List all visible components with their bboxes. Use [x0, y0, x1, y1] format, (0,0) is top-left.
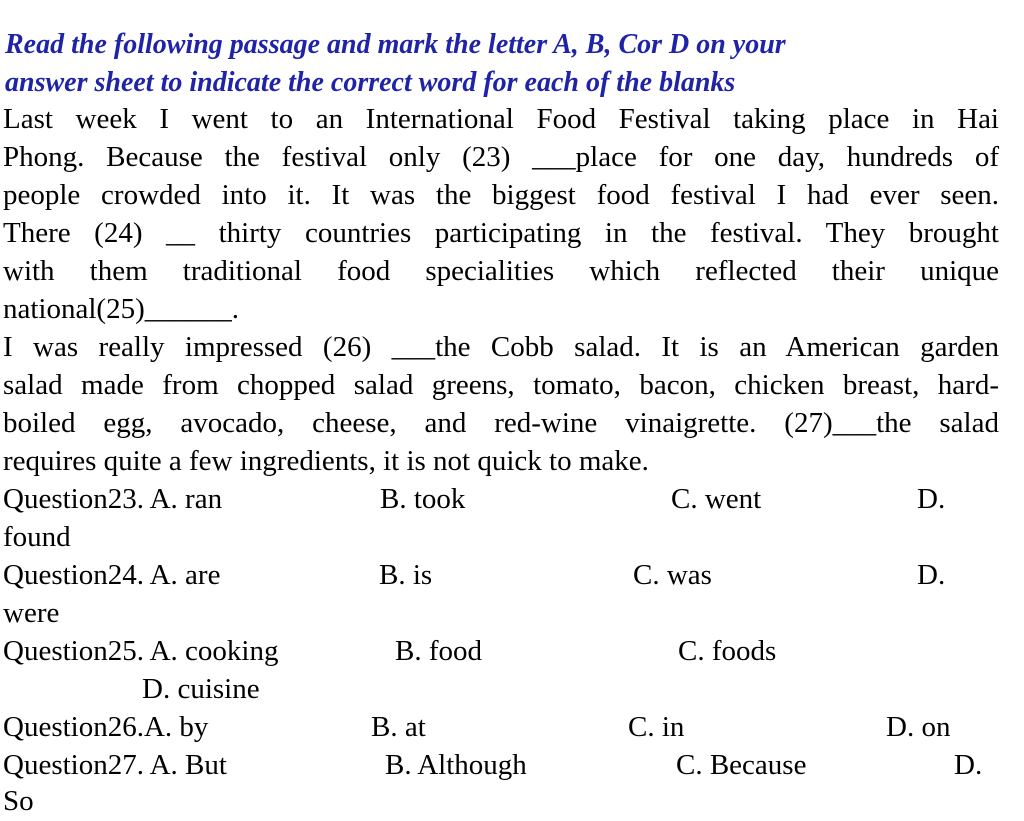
passage-line: requires quite a few ingredients, it is not quick to make. — [3, 445, 649, 477]
instructions-line-2: answer sheet to indicate the correct word for each of the blanks — [5, 67, 736, 98]
q25-option-c: C. foods — [678, 635, 777, 667]
question-26 — [3, 708, 1003, 746]
question-25-wrap — [3, 670, 1003, 708]
q24-option-a: Question24. A. are — [3, 559, 221, 591]
q24-option-c: C. was — [633, 559, 712, 591]
passage-line: with them traditional food specialities which reflected their unique — [3, 255, 999, 287]
question-23 — [3, 480, 1003, 518]
q23-option-a: Question23. A. ran — [3, 483, 223, 515]
q23-option-c: C. went — [671, 483, 762, 515]
q24-option-d-text: were — [3, 597, 60, 629]
passage-line: Last week I went to an International Food Festival taking place in Hai — [3, 103, 999, 135]
q25-option-d: D. cuisine — [142, 673, 260, 705]
passage-line: people crowded into it. It was the biggest food festival I had ever seen. — [3, 179, 999, 211]
passage-line: There (24) __ thirty countries participating in the festival. They brought — [3, 217, 999, 249]
passage-paragraph-2 — [3, 328, 999, 480]
q27-option-b: B. Although — [385, 749, 527, 781]
q26-option-a: Question26.A. by — [3, 711, 209, 743]
q24-option-d: D. — [917, 559, 946, 591]
question-24-wrap — [3, 594, 1003, 632]
q23-option-d: D. — [917, 483, 946, 515]
q26-option-c: C. in — [628, 711, 685, 743]
question-25 — [3, 632, 1003, 670]
passage-line: national(25)______. — [3, 293, 239, 325]
question-23-wrap — [3, 518, 1003, 556]
question-27-wrap — [3, 782, 1003, 820]
passage-line: I was really impressed (26) ___the Cobb salad. It is an American garden — [3, 331, 999, 363]
q27-option-d: D. — [954, 749, 983, 781]
q25-option-a: Question25. A. cooking — [3, 635, 279, 667]
question-27 — [3, 746, 1003, 784]
q27-option-a: Question27. A. But — [3, 749, 227, 781]
instructions-line-1: Read the following passage and mark the letter A, B, Cor D on your — [5, 29, 786, 60]
passage-line: boiled egg, avocado, cheese, and red-wine vinaigrette. (27)___the salad — [3, 407, 999, 439]
instructions-heading — [5, 26, 1005, 102]
q26-option-d: D. on — [886, 711, 951, 743]
q24-option-b: B. is — [379, 559, 433, 591]
passage-line: Phong. Because the festival only (23) ___place for one day, hundreds of — [3, 141, 999, 173]
question-24 — [3, 556, 1003, 594]
q25-option-b: B. food — [395, 635, 482, 667]
passage-paragraph-1 — [3, 100, 999, 328]
q26-option-b: B. at — [371, 711, 426, 743]
q27-option-d-text: So — [3, 785, 34, 817]
q23-option-d-text: found — [3, 521, 71, 553]
q27-option-c: C. Because — [676, 749, 807, 781]
passage-line: salad made from chopped salad greens, tomato, bacon, chicken breast, hard- — [3, 369, 999, 401]
q23-option-b: B. took — [380, 483, 466, 515]
